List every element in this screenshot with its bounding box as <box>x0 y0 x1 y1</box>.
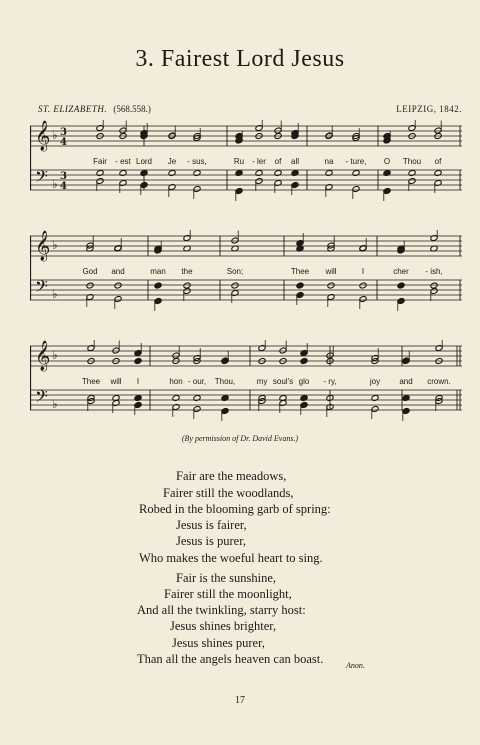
lyric-syllable: man <box>150 267 166 276</box>
lyric-syllable: Thee <box>81 377 101 386</box>
note-head <box>86 282 94 289</box>
lyric-syllable: Thou <box>402 157 422 166</box>
verse-line: Jesus is purer, <box>176 534 246 548</box>
lyric-syllable: Thou, <box>214 377 236 386</box>
note-head <box>430 282 438 289</box>
treble-clef-icon: 𝄞 <box>35 341 51 371</box>
bass-clef-icon: 𝄢 <box>35 386 48 410</box>
flat-icon: ♭ <box>52 128 58 142</box>
lyric-syllable: crown. <box>427 377 451 386</box>
lyric-syllable: will <box>110 377 122 386</box>
note-head <box>296 282 304 289</box>
lyric-line <box>30 377 462 389</box>
verse-line: Robed in the blooming garb of spring: <box>139 502 331 516</box>
lyric-syllable: O <box>383 157 391 166</box>
tune-name: ST. ELIZABETH. <box>38 104 108 114</box>
verse-line: Fairer still the moonlight, <box>164 587 292 601</box>
music-system-1 <box>30 120 462 210</box>
lyric-syllable: and <box>111 267 125 276</box>
treble-clef-icon: 𝄞 <box>35 231 51 261</box>
lyric-syllable: - ler <box>252 157 266 166</box>
lyric-syllable: the <box>181 267 193 276</box>
note-head <box>134 358 142 365</box>
hymn-title: 3. Fairest Lord Jesus <box>135 46 345 72</box>
time-signature: 4 <box>60 181 67 192</box>
lyric-syllable: Ru <box>233 157 245 166</box>
verse-line: Than all the angels heaven can boast. <box>137 652 324 666</box>
author: Anon. <box>346 661 365 670</box>
verse-line: Fair are the meadows, <box>176 469 287 483</box>
verse-line: Jesus is fairer, <box>176 518 247 532</box>
lyric-syllable: Fair <box>93 157 107 166</box>
verse-line: Who makes the woeful heart to sing. <box>139 551 323 565</box>
note-head <box>154 282 162 289</box>
time-signature: 4 <box>60 137 67 148</box>
music-system-3 <box>30 340 462 430</box>
lyric-syllable: will <box>325 267 337 276</box>
lyric-syllable: Lord <box>135 157 153 166</box>
note-head <box>397 282 405 289</box>
verse-line: Fairer still the woodlands, <box>163 486 294 500</box>
time-signature: 3 <box>60 127 67 138</box>
flat-icon: ♭ <box>52 238 58 252</box>
lyric-syllable: - ish, <box>425 267 443 276</box>
lyric-line <box>30 157 462 169</box>
treble-clef-icon: 𝄞 <box>35 121 51 151</box>
lyric-syllable: I <box>361 267 365 276</box>
bass-clef-icon: 𝄢 <box>35 166 48 190</box>
note-head <box>359 282 367 289</box>
note-head <box>183 282 191 289</box>
lyric-syllable: - est <box>115 157 131 166</box>
lyric-syllable: soul's <box>272 377 294 386</box>
lyric-syllable: of <box>274 157 282 166</box>
verse-line: And all the twinkling, starry host: <box>137 603 306 617</box>
verse-line: Fair is the sunshine, <box>176 571 276 585</box>
note-head <box>114 282 122 289</box>
flat-icon: ♭ <box>52 177 58 191</box>
lyric-syllable: joy <box>369 377 381 386</box>
lyric-syllable: I <box>136 377 140 386</box>
tune-meter: (568.558.) <box>113 104 151 114</box>
verse-line: Jesus shines purer, <box>172 636 265 650</box>
flat-icon: ♭ <box>52 397 58 411</box>
flat-icon: ♭ <box>52 287 58 301</box>
lyric-syllable: - ture, <box>345 157 367 166</box>
lyric-syllable: Son; <box>226 267 244 276</box>
lyric-syllable: - sus, <box>187 157 207 166</box>
lyric-syllable: and <box>399 377 413 386</box>
tune-source: LEIPZIG, 1842. <box>396 104 462 114</box>
lyric-syllable: my <box>256 377 268 386</box>
flat-icon: ♭ <box>52 348 58 362</box>
lyric-syllable: glo <box>298 377 310 386</box>
lyric-syllable: - our, <box>187 377 207 386</box>
lyric-syllable: - ry, <box>323 377 337 386</box>
tune-info <box>38 104 462 114</box>
lyric-syllable: Je <box>167 157 177 166</box>
lyric-syllable: hon <box>169 377 183 386</box>
lyric-syllable: God <box>82 267 98 276</box>
time-signature: 3 <box>60 171 67 182</box>
note-head <box>231 282 239 289</box>
permission-note: (By permission of Dr. David Evans.) <box>181 434 299 443</box>
note-head <box>327 282 335 289</box>
music-system-2 <box>30 230 462 320</box>
lyric-line <box>30 267 462 279</box>
verse-line: Jesus shines brighter, <box>170 619 277 633</box>
lyric-syllable: na <box>324 157 334 166</box>
note-head <box>300 358 308 365</box>
page-number: 17 <box>235 695 245 706</box>
lyric-syllable: all <box>290 157 300 166</box>
bass-clef-icon: 𝄢 <box>35 276 48 300</box>
lyric-syllable: Thee <box>290 267 310 276</box>
lyric-syllable: cher <box>393 267 409 276</box>
lyric-syllable: of <box>434 157 442 166</box>
